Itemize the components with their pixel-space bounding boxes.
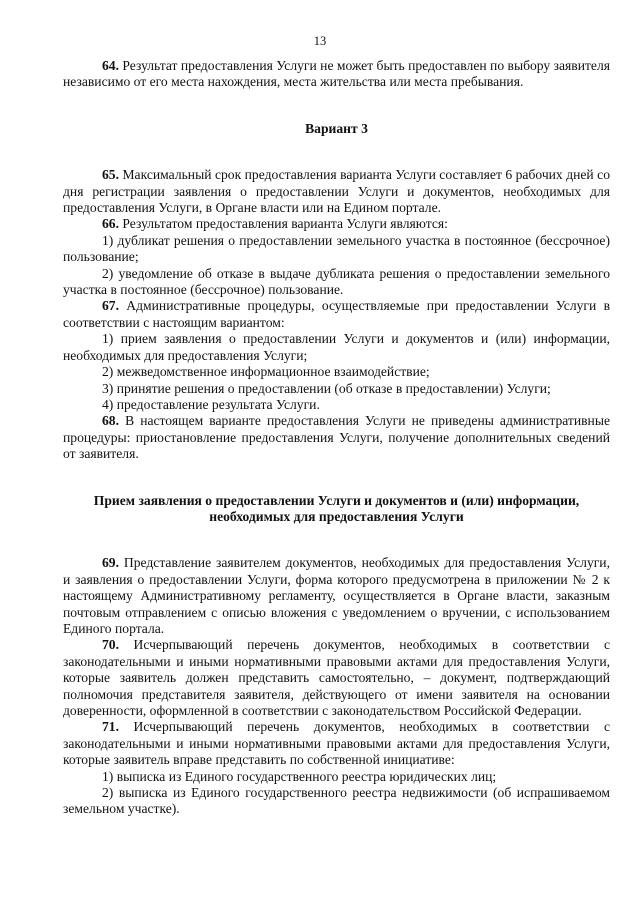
paragraph-67 bbox=[63, 298, 610, 331]
paragraph-number: 68. bbox=[102, 413, 119, 429]
paragraph-text: Представление заявителем документов, необходимых для предоставления Услуги, и заявления о предоставлении Услуги, форма которого предусмотрена в приложении № 2 к настоящему Административному регламенту, осуществляется в Органе власти, заказным почтовым отправлением с описью вложения с уведомлением о вручении, с использованием Единого портала. bbox=[63, 555, 610, 636]
paragraph-66 bbox=[63, 216, 610, 232]
list-item: 2) уведомление об отказе в выдаче дубликата решения о предоставлении земельного участка в постоянное (бессрочное) пользование. bbox=[63, 265, 610, 298]
section-heading: Прием заявления о предоставлении Услуги и документов и (или) информации, необходимых для предоставления Услуги bbox=[93, 492, 580, 524]
document-body bbox=[63, 58, 610, 818]
paragraph-text: Исчерпывающий перечень документов, необходимых в соответствии с законодательными и иными нормативными правовыми актами для предоставления Услуги, которые заявитель должен представить самостоятельно, – документ, подтверждающий полномочия представителя заявителя, действующего от имени заявителя на основании доверенности, оформленной в соответствии с законодательством Российской Федерации. bbox=[63, 637, 610, 718]
paragraph-text: Административные процедуры, осуществляемые при предоставлении Услуги в соответствии с настоящим вариантом: bbox=[63, 298, 610, 330]
paragraph-68 bbox=[63, 413, 610, 462]
paragraph-number: 69. bbox=[102, 555, 119, 571]
paragraph-number: 67. bbox=[102, 298, 119, 314]
variant-heading: Вариант 3 bbox=[305, 120, 368, 136]
list-item: 1) выписка из Единого государственного реестра юридических лиц; bbox=[102, 768, 497, 784]
list-item: 3) принятие решения о предоставлении (об отказе в предоставлении) Услуги; bbox=[102, 380, 551, 396]
paragraph-number: 71. bbox=[102, 719, 119, 735]
paragraph-number: 66. bbox=[102, 216, 119, 232]
paragraph-69 bbox=[63, 555, 610, 637]
paragraph-64 bbox=[63, 58, 610, 91]
paragraph-number: 64. bbox=[102, 58, 119, 73]
paragraph-text: Максимальный срок предоставления варианта Услуги составляет 6 рабочих дней со дня регистрации заявления о предоставлении Услуги и документов, необходимых для предоставления Услуги, в Органе власти или на Едином портале. bbox=[63, 167, 610, 216]
paragraph-70 bbox=[63, 637, 610, 719]
paragraph-65 bbox=[63, 167, 610, 216]
paragraph-text: Исчерпывающий перечень документов, необходимых в соответствии с законодательными и иными нормативными правовыми актами для предоставления Услуги, которые заявитель вправе представить по собственной инициативе: bbox=[63, 719, 610, 768]
list-item: 2) выписка из Единого государственного реестра недвижимости (об испрашиваемом земельном участке). bbox=[63, 785, 610, 817]
paragraph-number: 65. bbox=[102, 167, 119, 183]
list-item: 1) дубликат решения о предоставлении земельного участка в постоянное (бессрочное) пользование; bbox=[63, 232, 610, 265]
list-item: 2) межведомственное информационное взаимодействие; bbox=[102, 364, 430, 380]
paragraph-text: В настоящем варианте предоставления Услуги не приведены административные процедуры: приостановление предоставления Услуги, получение дополнительных сведений от заявителя. bbox=[63, 413, 610, 462]
list-item: 4) предоставление результата Услуги. bbox=[102, 396, 320, 412]
paragraph-text: Результат предоставления Услуги не может быть предоставлен по выбору заявителя независимо от его места нахождения, места жительства или места пребывания. bbox=[63, 58, 610, 90]
paragraph-number: 70. bbox=[102, 637, 119, 653]
page-number: 13 bbox=[313, 34, 327, 48]
paragraph-71 bbox=[63, 719, 610, 768]
paragraph-text: Результатом предоставления варианта Услуги являются: bbox=[119, 216, 448, 232]
list-item: 1) прием заявления о предоставлении Услуги и документов и (или) информации, необходимых для предоставления Услуги; bbox=[63, 331, 610, 363]
